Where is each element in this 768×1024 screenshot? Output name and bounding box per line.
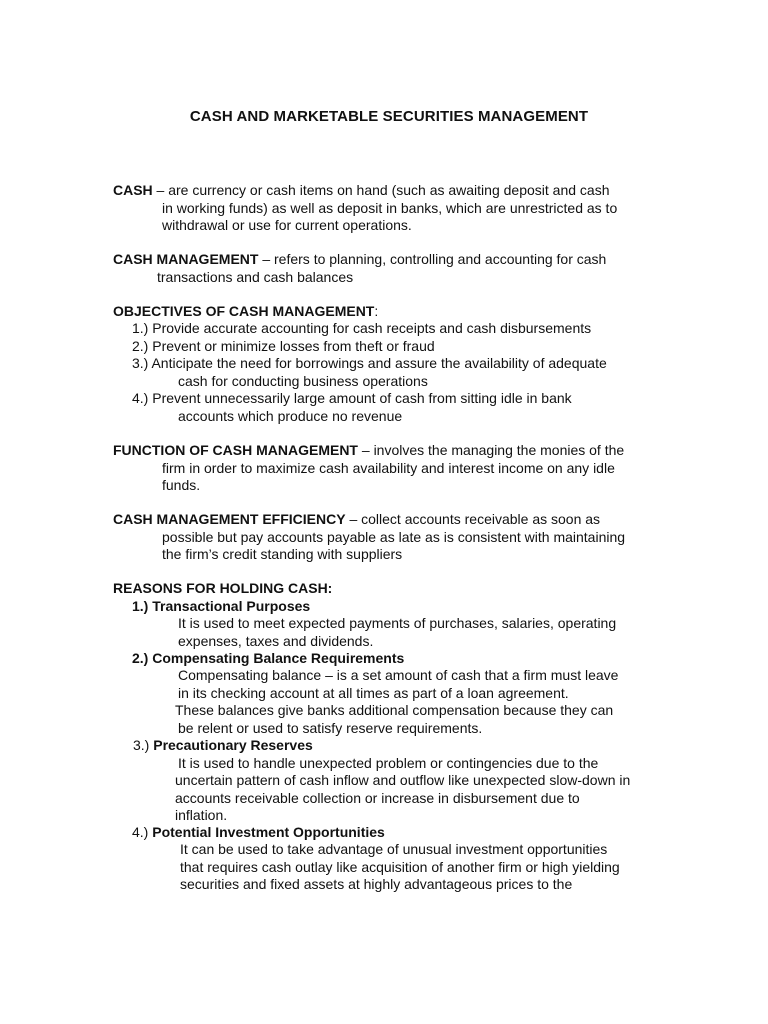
reason-3-title-text: Precautionary Reserves bbox=[153, 737, 313, 753]
reason-2-title: 2.) Compensating Balance Requirements bbox=[132, 650, 405, 666]
objective-item-4-line-2: accounts which produce no revenue bbox=[178, 408, 403, 424]
cash-term: CASH bbox=[113, 182, 153, 198]
cash-management-term: CASH MANAGEMENT bbox=[113, 251, 259, 267]
efficiency-line-3: the firm’s credit standing with suppliers bbox=[162, 546, 403, 562]
function-line-2: firm in order to maximize cash availability and interest income on any idle bbox=[162, 460, 615, 476]
efficiency-text: – collect accounts receivable as soon as bbox=[345, 511, 601, 527]
reason-2-line-4: be relent or used to satisfy reserve requirements. bbox=[178, 720, 483, 736]
cash-management-text: – refers to planning, controlling and accounting for cash bbox=[258, 251, 607, 267]
reason-2-line-1: Compensating balance – is a set amount of cash that a firm must leave bbox=[178, 667, 619, 683]
reason-4-title bbox=[132, 824, 385, 841]
reason-2-line-3: These balances give banks additional compensation because they can bbox=[175, 702, 614, 718]
efficiency-line-2: possible but pay accounts payable as late as is consistent with maintaining bbox=[162, 529, 626, 545]
cash-management-line-1 bbox=[113, 251, 606, 268]
efficiency-line-1 bbox=[113, 511, 600, 528]
reason-3-line-3: accounts receivable collection or increase in disbursement due to bbox=[175, 790, 580, 806]
reason-2-line-2: in its checking account at all times as part of a loan agreement. bbox=[178, 685, 569, 701]
objectives-colon: : bbox=[374, 303, 379, 319]
cash-definition-line-1 bbox=[113, 182, 609, 199]
objective-item-4-line-1: 4.) Prevent unnecessarily large amount of cash from sitting idle in bank bbox=[132, 390, 572, 406]
cash-text: – are currency or cash items on hand (such as awaiting deposit and cash bbox=[152, 182, 610, 198]
reason-3-number: 3.) bbox=[133, 737, 154, 753]
reason-4-number: 4.) bbox=[132, 824, 153, 840]
cash-management-line-2: transactions and cash balances bbox=[157, 269, 354, 285]
reason-3-line-4: inflation. bbox=[175, 807, 228, 823]
reason-4-line-2: that requires cash outlay like acquisition of another firm or high yielding bbox=[180, 859, 620, 875]
reason-3-line-1: It is used to handle unexpected problem or contingencies due to the bbox=[178, 755, 599, 771]
reason-4-title-text: Potential Investment Opportunities bbox=[152, 824, 385, 840]
objectives-heading bbox=[113, 303, 378, 320]
function-term: FUNCTION OF CASH MANAGEMENT bbox=[113, 442, 358, 458]
reason-1-title: 1.) Transactional Purposes bbox=[132, 598, 311, 614]
objectives-heading-text: OBJECTIVES OF CASH MANAGEMENT bbox=[113, 303, 375, 319]
objective-item-1: 1.) Provide accurate accounting for cash receipts and cash disbursements bbox=[132, 320, 592, 336]
objective-item-2: 2.) Prevent or minimize losses from theft or fraud bbox=[132, 338, 435, 354]
document-title: CASH AND MARKETABLE SECURITIES MANAGEMENT bbox=[189, 108, 589, 125]
reason-1-line-1: It is used to meet expected payments of purchases, salaries, operating bbox=[178, 615, 617, 631]
objective-item-3-line-1: 3.) Anticipate the need for borrowings and assure the availability of adequate bbox=[132, 355, 607, 371]
cash-definition-line-2: in working funds) as well as deposit in banks, which are unrestricted as to bbox=[162, 200, 618, 216]
reason-4-line-1: It can be used to take advantage of unusual investment opportunities bbox=[180, 841, 608, 857]
function-line-3: funds. bbox=[162, 477, 201, 493]
reason-4-line-3: securities and fixed assets at highly advantageous prices to the bbox=[180, 876, 573, 892]
function-line-1 bbox=[113, 442, 624, 459]
objective-item-3-line-2: cash for conducting business operations bbox=[178, 373, 428, 389]
efficiency-term: CASH MANAGEMENT EFFICIENCY bbox=[113, 511, 346, 527]
reason-3-line-2: uncertain pattern of cash inflow and outflow like unexpected slow-down in bbox=[175, 772, 631, 788]
reasons-heading: REASONS FOR HOLDING CASH: bbox=[113, 580, 333, 596]
function-text: – involves the managing the monies of the bbox=[358, 442, 625, 458]
reason-3-title bbox=[133, 737, 313, 754]
cash-definition-line-3: withdrawal or use for current operations. bbox=[162, 217, 412, 233]
reason-1-line-2: expenses, taxes and dividends. bbox=[178, 633, 374, 649]
